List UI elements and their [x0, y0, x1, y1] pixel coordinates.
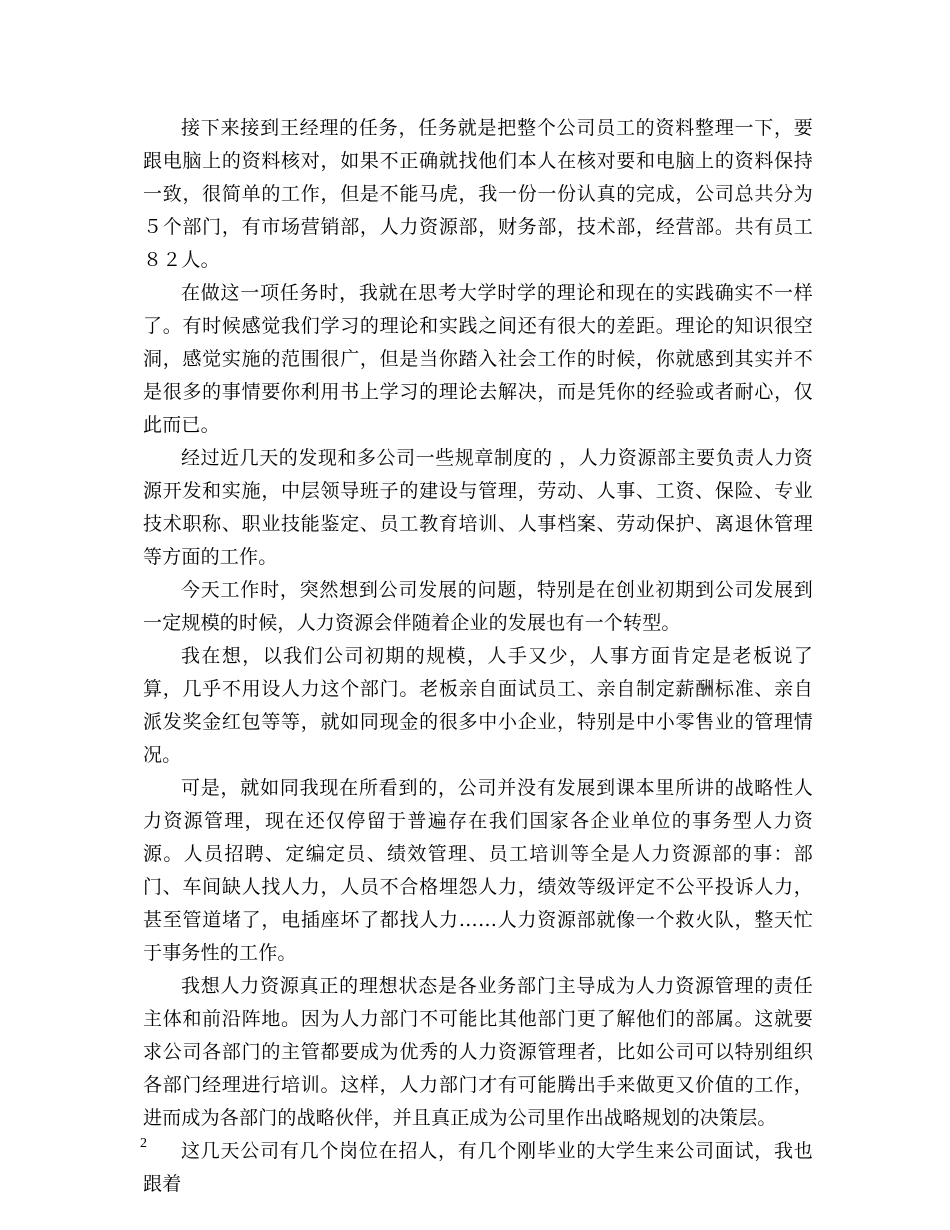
- paragraph-5: 我在想，以我们公司初期的规模，人手又少，人事方面肯定是老板说了算，几乎不用设人力这个部门。老板亲自面试员工、亲自制定薪酬标准、亲自派发奖金红包等等，就如同现金的很多中小企业，特别是中小零售业的管理情况。: [143, 645, 813, 766]
- paragraph-3: 经过近几天的发现和多公司一些规章制度的 ，人力资源部主要负责人力资源开发和实施，中层领导班子的建设与管理，劳动、人事、工资、保险、专业技术职称、职业技能鉴定、员工教育培训、人事档案、劳动保护、离退休管理等方面的工作。: [143, 447, 813, 568]
- paragraph-1: 接下来接到王经理的任务，任务就是把整个公司员工的资料整理一下，要跟电脑上的资料核对，如果不正确就找他们本人在核对要和电脑上的资料保持一致，很简单的工作，但是不能马虎，我一份一份认真的完成，公司总共分为５个部门，有市场营销部，人力资源部，财务部，技术部，经营部。共有员工８２人。: [143, 117, 813, 271]
- paragraph-2: 在做这一项任务时，我就在思考大学时学的理论和现在的实践确实不一样了。有时候感觉我们学习的理论和实践之间还有很大的差距。理论的知识很空洞，感觉实施的范围很广，但是当你踏入社会工作的时候，你就感到其实并不是很多的事情要你利用书上学习的理论去解决，而是凭你的经验或者耐心，仅此而已。: [143, 282, 813, 436]
- paragraph-7: 我想人力资源真正的理想状态是各业务部门主导成为人力资源管理的责任主体和前沿阵地。因为人力部门不可能比其他部门更了解他们的部属。这就要求公司各部门的主管都要成为优秀的人力资源管理者，比如公司可以特别组织各部门经理进行培训。这样，人力部门才有可能腾出手来做更又价值的工作，进而成为各部门的战略伙伴，并且真正成为公司里作出战略规划的决策层。: [143, 975, 813, 1129]
- page-number: 2: [140, 1136, 147, 1151]
- paragraph-4: 今天工作时，突然想到公司发展的问题，特别是在创业初期到公司发展到一定规模的时候，人力资源会伴随着企业的发展也有一个转型。: [143, 579, 813, 634]
- body-text: [143, 112, 813, 1201]
- paragraph-6: 可是，就如同我现在所看到的，公司并没有发展到课本里所讲的战略性人力资源管理，现在还仅停留于普遍存在我们国家各企业单位的事务型人力资源。人员招聘、定编定员、绩效管理、员工培训等全是人力资源部的事：部门、车间缺人找人力，人员不合格埋怨人力，绩效等级评定不公平投诉人力，甚至管道堵了，电插座坏了都找人力……人力资源部就像一个救火队，整天忙于事务性的工作。: [143, 777, 813, 964]
- paragraph-8: 这几天公司有几个岗位在招人，有几个刚毕业的大学生来公司面试，我也跟着: [143, 1140, 813, 1195]
